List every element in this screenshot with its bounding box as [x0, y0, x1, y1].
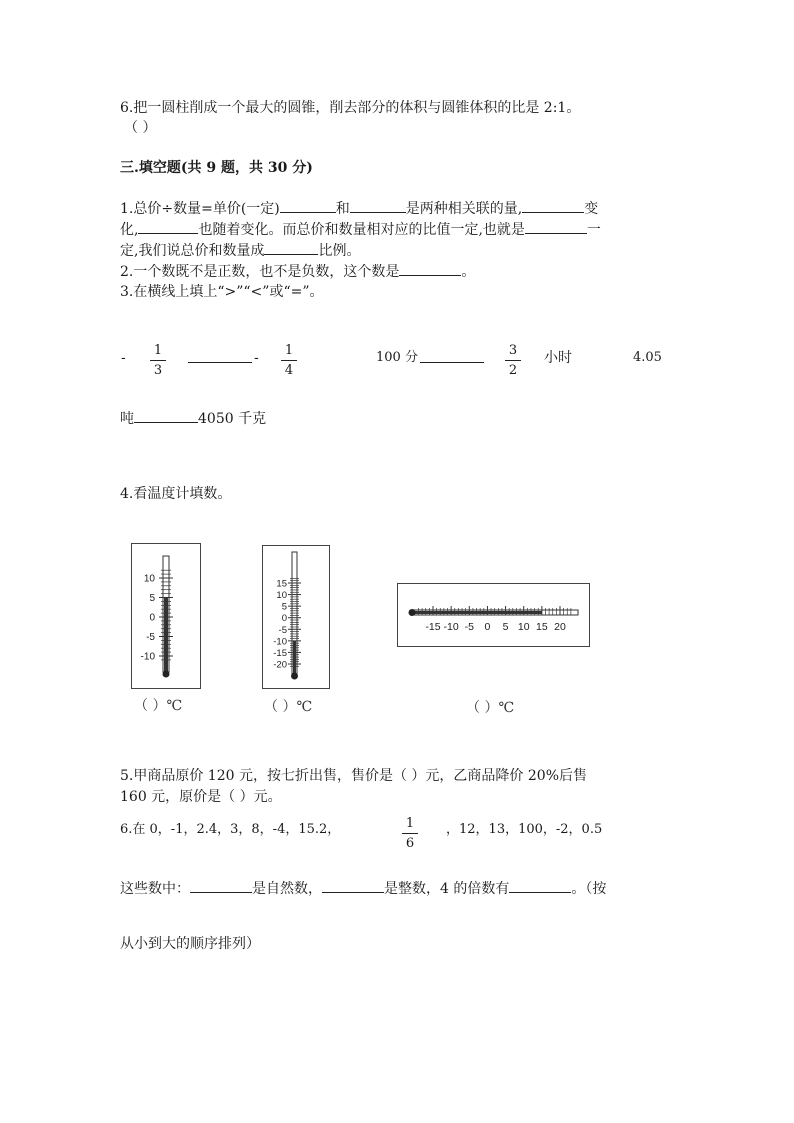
q6-line3: 从小到大的顺序排列） — [120, 936, 260, 952]
denominator: 3 — [153, 363, 163, 378]
answer-blank[interactable] — [280, 198, 336, 213]
ton-value: 4.05 — [633, 350, 662, 365]
fraction-one-quarter — [279, 342, 299, 379]
q5-line1: 5.甲商品原价 120 元，按七折出售，售价是（ ）元，乙商品降价 20%后售 — [120, 768, 587, 784]
q1-text: 一 — [586, 222, 601, 238]
answer-blank[interactable] — [399, 261, 461, 276]
scale-label: -20 — [273, 659, 287, 671]
answer-blank[interactable] — [522, 198, 584, 213]
q6-text: 是自然数， — [252, 881, 322, 897]
q2-line — [120, 261, 475, 282]
scale-label: 15 — [536, 621, 548, 633]
hour-unit: 小时 — [544, 350, 572, 366]
q1-text: 和 — [335, 201, 350, 217]
minus-sign: - — [254, 350, 259, 366]
q1-line1 — [120, 198, 598, 219]
numerator: 3 — [508, 343, 518, 358]
mercury-column — [414, 611, 542, 614]
numerator: 1 — [153, 343, 163, 358]
scale-label: -5 — [278, 624, 287, 636]
q1-text: 定,我们说总价和数量成 — [120, 243, 265, 259]
scale-label: -15 — [425, 621, 441, 633]
thermometer-bulb — [409, 609, 416, 616]
thermometer-box-2 — [262, 545, 330, 689]
thermometer-bulb — [291, 673, 298, 680]
numerator: 1 — [405, 816, 415, 831]
thermometer-3 — [398, 584, 589, 646]
q1-text: 也随着变化。而总价和数量相对应的比值一定,也就是 — [198, 222, 525, 238]
answer-blank[interactable] — [509, 878, 571, 893]
scale-label: -10 — [140, 651, 155, 663]
q6-numbers-b: ，12，13，100，-2，0.5 — [446, 822, 603, 837]
scale-label: 10 — [276, 590, 287, 602]
q6-numbers-a: 6.在 0，-1，2.4，3，8，-4，15.2， — [120, 822, 341, 837]
q1-text: 1.总价÷数量=单价(一定) — [120, 201, 280, 217]
answer-blank[interactable] — [188, 362, 252, 363]
section-title: 三.填空题(共 9 题，共 30 分) — [120, 160, 313, 176]
scale-label: -10 — [273, 636, 287, 648]
scale-label: -5 — [464, 621, 474, 633]
answer-blank[interactable] — [190, 878, 252, 893]
fraction-one-sixth — [400, 815, 420, 852]
q1-text: 是两种相关联的量, — [405, 201, 523, 217]
scale-label: 5 — [281, 601, 287, 613]
denominator: 4 — [284, 363, 294, 378]
denominator: 6 — [405, 836, 415, 851]
scale-label: 5 — [149, 593, 155, 604]
q1-line2 — [120, 219, 601, 240]
judge-q6-paren[interactable]: （ ） — [124, 120, 157, 136]
answer-blank[interactable] — [420, 362, 484, 363]
q4-text: 4.看温度计填数。 — [120, 486, 232, 502]
q1-text: 化, — [120, 222, 139, 238]
scale-label: 15 — [276, 578, 287, 590]
minus-sign: - — [121, 350, 126, 366]
mercury-column — [293, 641, 296, 674]
fraction-one-third — [148, 342, 168, 379]
thermometer-box-1 — [131, 543, 201, 689]
temperature-answer-3[interactable]: （ ）℃ — [466, 700, 515, 716]
scale-label: 5 — [502, 621, 509, 633]
scale-label: -10 — [443, 621, 459, 633]
mercury-column — [164, 598, 168, 673]
q3-text: 3.在横线上填上“>”“<”或“=”。 — [120, 284, 324, 300]
scale-label: 10 — [143, 573, 155, 585]
denominator: 2 — [508, 363, 518, 378]
q2-text: 。 — [461, 264, 476, 280]
scale-label: -15 — [273, 647, 287, 659]
ton-unit: 吨 — [120, 411, 134, 427]
scale-label: 0 — [149, 612, 155, 624]
temperature-answer-2[interactable]: （ ）℃ — [264, 699, 313, 715]
answer-blank[interactable] — [350, 198, 406, 213]
q6-text: 这些数中： — [120, 881, 190, 897]
scale-label: -5 — [146, 632, 155, 643]
answer-blank[interactable] — [134, 408, 198, 423]
q2-text: 2.一个数既不是正数，也不是负数，这个数是 — [120, 264, 400, 280]
q1-text: 变 — [584, 201, 599, 217]
judge-q6-text: 6.把一圆柱削成一个最大的圆锥，削去部分的体积与圆锥体积的比是 2:1。 — [120, 100, 581, 116]
answer-blank[interactable] — [264, 240, 318, 255]
q3-line2 — [120, 408, 266, 429]
answer-blank[interactable] — [138, 219, 198, 234]
numerator: 1 — [284, 343, 294, 358]
answer-blank[interactable] — [322, 878, 384, 893]
thermometer-2 — [263, 546, 329, 688]
temperature-answer-1[interactable]: （ ）℃ — [134, 698, 183, 714]
scale-label: 20 — [554, 621, 566, 633]
kg-value: 4050 千克 — [198, 411, 267, 427]
scale-label: 0 — [281, 613, 287, 625]
thermometer-1 — [132, 544, 200, 688]
fraction-three-halves — [503, 342, 523, 379]
score-value: 100 分 — [376, 350, 418, 365]
q1-text: 比例。 — [318, 243, 361, 259]
scale-label: 0 — [484, 621, 491, 633]
q6-text: 。（按 — [571, 881, 607, 897]
answer-blank[interactable] — [525, 219, 587, 234]
thermometer-box-3 — [397, 583, 590, 647]
q6-text: 是整数，4 的倍数有 — [384, 881, 510, 897]
q1-line3 — [120, 240, 360, 261]
q5-line2: 160 元，原价是（ ）元。 — [120, 789, 282, 805]
q6-line2 — [120, 878, 606, 899]
scale-label: 10 — [517, 621, 530, 633]
thermometer-bulb — [163, 671, 170, 678]
